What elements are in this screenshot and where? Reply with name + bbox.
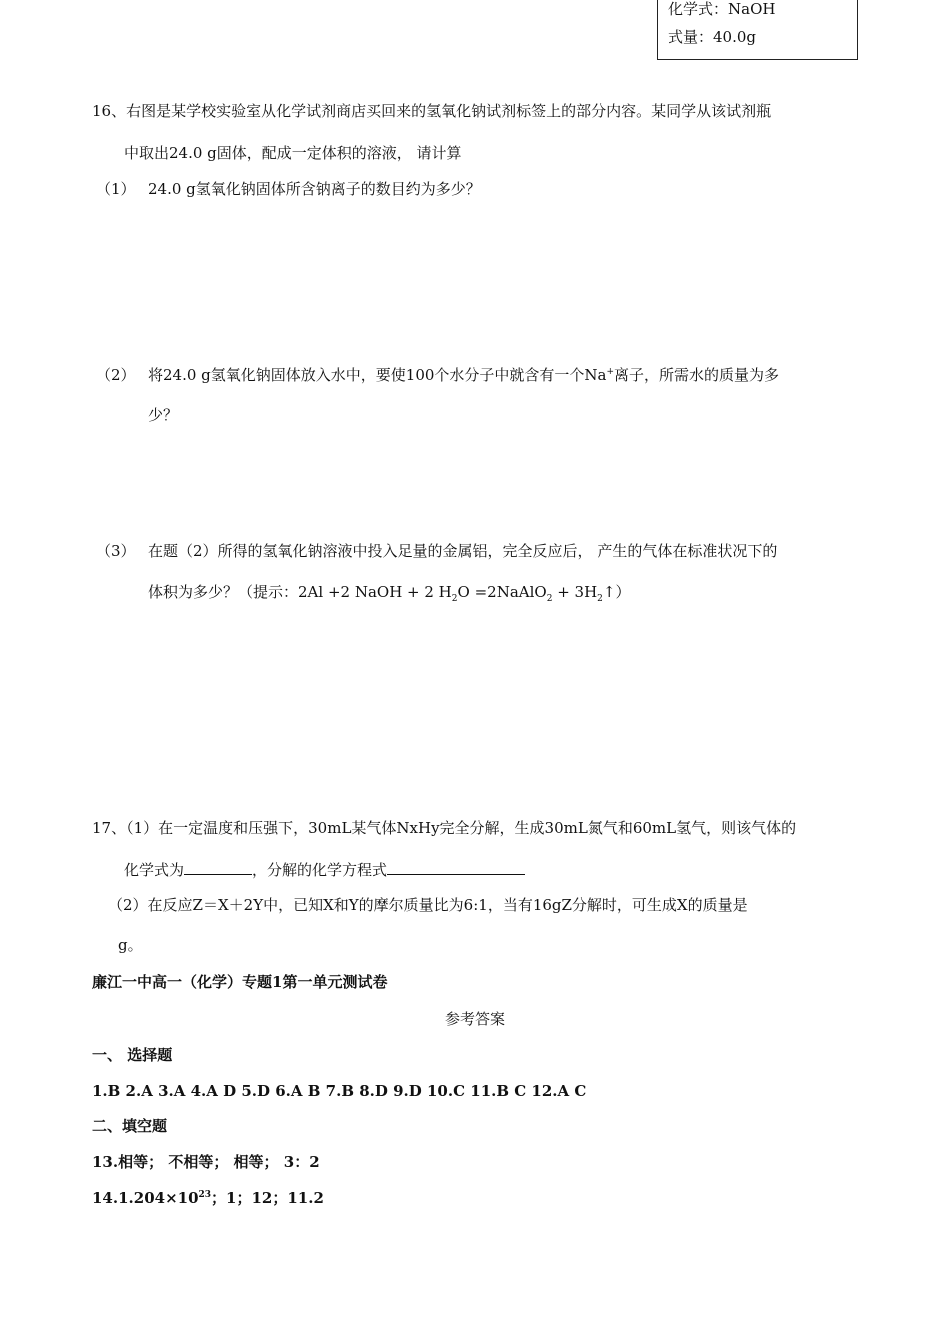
q16-part3-text-b: O =2NaAlO — [457, 583, 547, 601]
q17-line3: （2）在反应Z＝X＋2Y中，已知X和Y的摩尔质量比为6:1，当有16gZ分解时，可生成X的质量是 — [108, 896, 748, 914]
label-formula: 化学式：NaOH — [668, 0, 776, 18]
label-formula-mass: 式量：40.0g — [668, 28, 757, 46]
q16-part1-text: 24.0 g氢氧化钠固体所含钠离子的数目约为多少？ — [148, 180, 481, 198]
answer-14-text-b: ；1；12；11.2 — [211, 1189, 324, 1207]
answer-subtitle: 参考答案 — [444, 1010, 505, 1028]
answer-13: 13.相等； 不相等； 相等； 3：2 — [92, 1153, 320, 1171]
q16-part2-number: （2） — [96, 366, 136, 384]
q16-part3-line1: 在题（2）所得的氢氧化钠溶液中投入足量的金属铝，完全反应后， 产生的气体在标准状况下的 — [148, 542, 778, 560]
subscript: 2 — [597, 594, 603, 604]
q16-part3-line2 — [148, 582, 630, 602]
q16-stem-line1: 16、右图是某学校实验室从化学试剂商店买回来的氢氧化钠试剂标签上的部分内容。某同学从该试剂瓶 — [92, 102, 772, 120]
q16-stem-line2: 中取出24.0 g固体，配成一定体积的溶液， 请计算 — [124, 144, 462, 162]
exponent: 23 — [198, 1190, 212, 1200]
choice-answers: 1.B 2.A 3.A 4.A D 5.D 6.A B 7.B 8.D 9.D 10.C 11.B C 12.A C — [92, 1082, 587, 1100]
q17-line2-text-b: ，分解的化学方程式 — [252, 861, 388, 879]
q17-line1: 17、（1）在一定温度和压强下，30mL某气体NxHy完全分解，生成30mL氮气和60mL氢气，则该气体的 — [92, 819, 797, 837]
q17-line4: g。 — [118, 936, 143, 954]
answer-14 — [92, 1188, 324, 1208]
q16-part3-text-d: ↑） — [602, 583, 631, 601]
q16-part2-text-b: 离子，所需水的质量为多 — [614, 366, 780, 384]
q16-part3-text-c: + 3H — [552, 583, 598, 601]
equation-answer-blank[interactable] — [387, 859, 525, 875]
q17-line2 — [124, 859, 525, 880]
section-choice-heading: 一、 选择题 — [92, 1046, 173, 1064]
answer-sheet-title: 廉江一中高一（化学）专题1第一单元测试卷 — [92, 973, 388, 991]
reagent-label-box — [657, 0, 858, 60]
answer-14-text-a: 14.1.204×10 — [92, 1189, 199, 1207]
q16-part3-number: （3） — [96, 542, 136, 560]
subscript: 2 — [451, 594, 458, 604]
section-fill-heading: 二、填空题 — [92, 1117, 168, 1135]
subscript: 2 — [546, 594, 553, 604]
q17-line2-text-a: 化学式为 — [124, 861, 185, 879]
q16-part2-line2: 少？ — [148, 406, 179, 424]
q16-part2-text-a: 将24.0 g氢氧化钠固体放入水中，要使100个水分子中就含有一个Na — [148, 366, 607, 384]
q16-part2-line1 — [148, 365, 779, 385]
q16-part3-text-a: 体积为多少？（提示：2Al +2 NaOH + 2 H — [148, 583, 452, 601]
q16-part1-number: （1） — [96, 180, 136, 198]
sodium-ion-charge: + — [606, 367, 615, 377]
formula-answer-blank[interactable] — [184, 859, 252, 875]
